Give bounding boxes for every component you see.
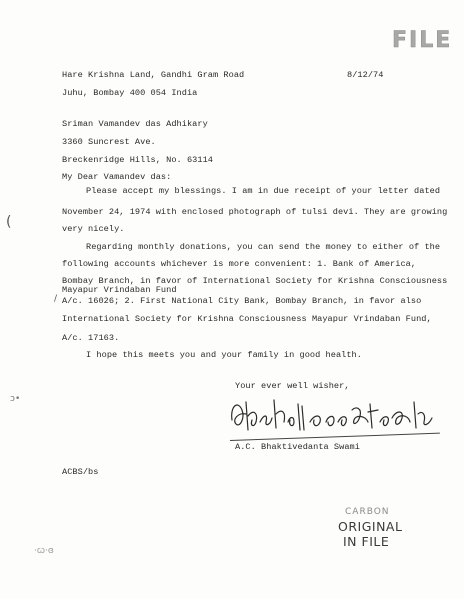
body-line: Bombay Branch, in favor of International Society for Krishna Consciousness	[62, 276, 448, 286]
closing: Your ever well wisher,	[235, 381, 350, 391]
bottom-smudge-mark: ·ꞷ·ɞ	[34, 546, 54, 556]
in-file-stamp: IN FILE	[343, 534, 390, 549]
recipient-street: 3360 Suncrest Ave.	[62, 137, 156, 147]
handwritten-signature	[228, 392, 440, 438]
margin-slash-mark: /	[54, 294, 58, 304]
body-line: Mayapur Vrindaban Fund	[62, 285, 177, 295]
letter-date: 8/12/74	[347, 70, 384, 80]
body-line: International Society for Krishna Consciousness Mayapur Vrindaban Fund,	[62, 314, 432, 324]
recipient-name: Sriman Vamandev das Adhikary	[62, 119, 208, 129]
original-stamp: ORIGINAL	[338, 519, 403, 534]
body-line: November 24, 1974 with enclosed photograph of tulsi devi. They are growing	[62, 207, 448, 217]
carbon-stamp: CARBON	[345, 507, 390, 517]
body-line: A/c. 16026; 2. First National City Bank, Bombay Branch, in favor also	[62, 296, 422, 306]
margin-scribble-mark: ↄ•	[10, 394, 21, 404]
salutation: My Dear Vamandev das:	[62, 172, 172, 182]
sender-address-line1: Hare Krishna Land, Gandhi Gram Road	[62, 70, 245, 80]
body-line: A/c. 17163.	[62, 333, 120, 343]
reference-initials: ACBS/bs	[62, 467, 99, 477]
signatory-name: A.C. Bhaktivedanta Swami	[235, 442, 360, 452]
body-line: Please accept my blessings. I am in due receipt of your letter dated	[86, 186, 441, 196]
body-line: Regarding monthly donations, you can send the money to either of the	[86, 242, 441, 252]
recipient-city: Breckenridge Hills, No. 63114	[62, 155, 214, 165]
margin-bracket-mark: (	[6, 214, 12, 230]
body-line: following accounts whichever is more convenient: 1. Bank of America,	[62, 259, 417, 269]
body-line: very nicely.	[62, 224, 125, 234]
file-stamp: FILE	[392, 28, 453, 53]
body-line: I hope this meets you and your family in good health.	[86, 350, 362, 360]
sender-address-line2: Juhu, Bombay 400 054 India	[62, 88, 198, 98]
